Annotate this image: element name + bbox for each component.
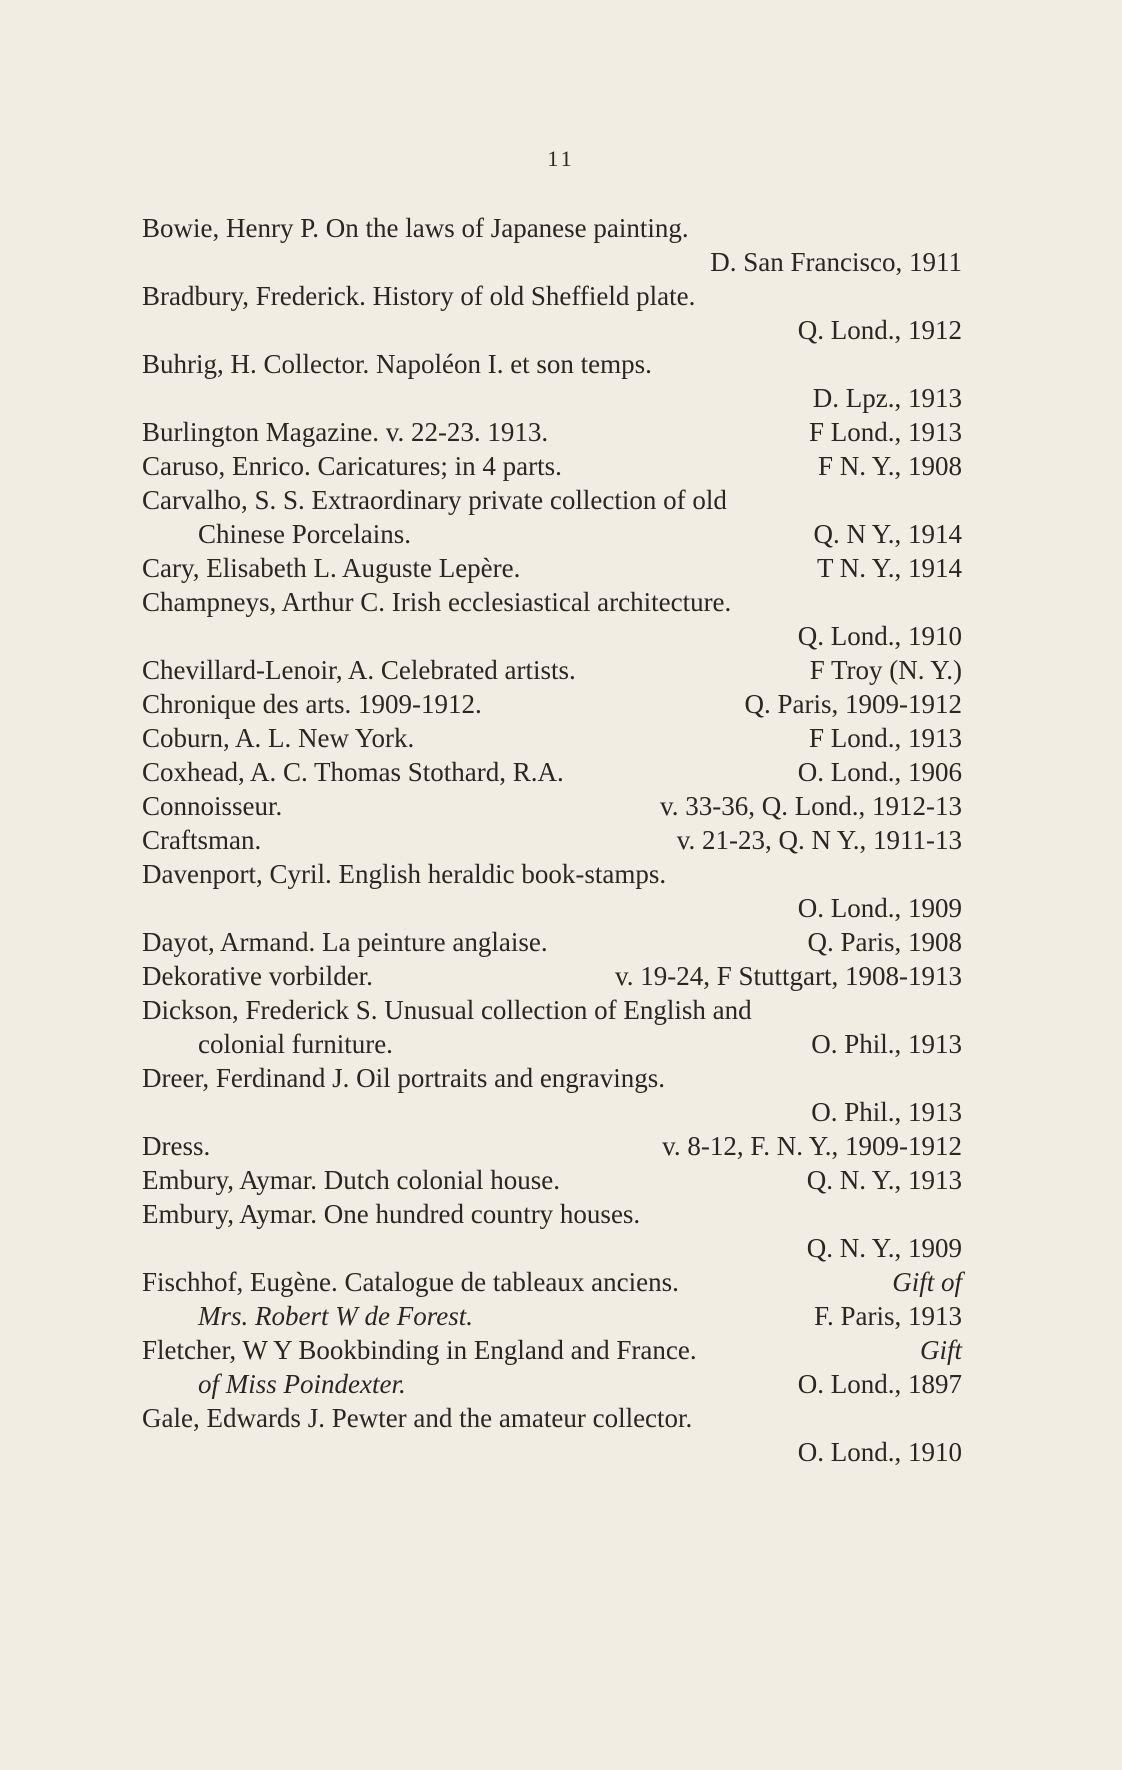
entry-imprint: T N. Y., 1914 xyxy=(816,553,962,583)
entry-line xyxy=(142,823,962,857)
bibliography-entry xyxy=(142,687,962,721)
entry-imprint: F Troy (N. Y.) xyxy=(809,655,962,685)
entry-line xyxy=(142,551,962,585)
page-number: 11 xyxy=(547,146,575,171)
entry-line xyxy=(142,1095,962,1129)
entry-imprint: O. Lond., 1909 xyxy=(797,893,962,923)
entry-line xyxy=(142,381,962,415)
entry-title: Fletcher, W Y Bookbinding in England and France. xyxy=(142,1335,697,1365)
bibliography-entry xyxy=(142,585,962,653)
entry-title: Coburn, A. L. New York. xyxy=(142,723,415,753)
bibliography-entry xyxy=(142,415,962,449)
bibliography-entry xyxy=(142,789,962,823)
entry-imprint: D. San Francisco, 1911 xyxy=(710,247,962,277)
entry-title: Embury, Aymar. Dutch colonial house. xyxy=(142,1165,560,1195)
entry-line xyxy=(142,211,962,245)
entry-imprint: Q. N Y., 1914 xyxy=(813,519,962,549)
entry-title: Chevillard-Lenoir, A. Celebrated artists. xyxy=(142,655,576,685)
entry-line xyxy=(142,687,962,721)
entry-title: Craftsman. xyxy=(142,825,262,855)
entry-imprint: Q. Lond., 1910 xyxy=(797,621,962,651)
entry-imprint: Q. Paris, 1909-1912 xyxy=(744,689,962,719)
entry-line xyxy=(142,1299,962,1333)
bibliography-entry xyxy=(142,1401,962,1469)
entry-gift-note: Gift xyxy=(919,1335,962,1365)
entry-line xyxy=(142,313,962,347)
bibliography-entry xyxy=(142,925,962,959)
entry-imprint: Q. Lond., 1912 xyxy=(797,315,962,345)
entry-title: Dress. xyxy=(142,1131,211,1161)
entry-line xyxy=(142,925,962,959)
bibliography-entry xyxy=(142,721,962,755)
entry-imprint: F. Paris, 1913 xyxy=(814,1301,962,1331)
entry-title: Coxhead, A. C. Thomas Stothard, R.A. xyxy=(142,757,564,787)
entry-imprint: F Lond., 1913 xyxy=(808,417,962,447)
bibliography-entry xyxy=(142,959,962,993)
bibliography-entry xyxy=(142,1333,962,1401)
entry-title: Dreer, Ferdinand J. Oil portraits and engravings. xyxy=(142,1063,666,1093)
bibliography-entry xyxy=(142,1061,962,1129)
bibliography-entry xyxy=(142,211,962,279)
entry-title: Dayot, Armand. La peinture anglaise. xyxy=(142,927,548,957)
bibliography-entry xyxy=(142,1163,962,1197)
entry-imprint: F N. Y., 1908 xyxy=(817,451,962,481)
entry-line xyxy=(142,245,962,279)
bibliography-entry xyxy=(142,551,962,585)
entry-imprint: v. 33-36, Q. Lond., 1912-13 xyxy=(660,791,962,821)
entry-imprint: O. Phil., 1913 xyxy=(811,1029,962,1059)
bibliography-entry xyxy=(142,653,962,687)
entry-line xyxy=(142,1435,962,1469)
entry-line xyxy=(142,1027,962,1061)
entry-line xyxy=(142,1163,962,1197)
entry-line xyxy=(142,415,962,449)
entry-imprint: Q. N. Y., 1913 xyxy=(806,1165,962,1195)
entry-line xyxy=(142,993,962,1027)
entry-line xyxy=(142,1265,962,1299)
entry-line xyxy=(142,755,962,789)
entry-line xyxy=(142,517,962,551)
entry-line xyxy=(142,483,962,517)
entry-title: Carvalho, S. S. Extraordinary private collection of old xyxy=(142,485,727,515)
bibliography-entry xyxy=(142,1129,962,1163)
entry-title: Davenport, Cyril. English heraldic book-stamps. xyxy=(142,859,667,889)
bibliography-entry xyxy=(142,1265,962,1333)
entry-title: Caruso, Enrico. Caricatures; in 4 parts. xyxy=(142,451,562,481)
entry-line xyxy=(142,619,962,653)
entry-title: Embury, Aymar. One hundred country houses. xyxy=(142,1199,641,1229)
entry-imprint: F Lond., 1913 xyxy=(808,723,962,753)
entry-line xyxy=(142,1367,962,1401)
entry-line xyxy=(142,1061,962,1095)
entry-continuation: Mrs. Robert W de Forest. xyxy=(198,1301,473,1331)
entry-continuation: colonial furniture. xyxy=(198,1029,393,1059)
entry-imprint: D. Lpz., 1913 xyxy=(812,383,962,413)
bibliography-entry xyxy=(142,483,962,551)
bibliography-entry xyxy=(142,1197,962,1265)
entry-line xyxy=(142,585,962,619)
entry-title: Fischhof, Eugène. Catalogue de tableaux anciens. xyxy=(142,1267,679,1297)
entry-line xyxy=(142,891,962,925)
entry-line xyxy=(142,449,962,483)
bibliography-entry xyxy=(142,755,962,789)
entry-title: Champneys, Arthur C. Irish ecclesiastical architecture. xyxy=(142,587,732,617)
entry-title: Bowie, Henry P. On the laws of Japanese painting. xyxy=(142,213,689,243)
bibliography-entry xyxy=(142,449,962,483)
entry-title: Dickson, Frederick S. Unusual collection of English and xyxy=(142,995,752,1025)
entry-imprint: v. 8-12, F. N. Y., 1909-1912 xyxy=(662,1131,962,1161)
entry-line xyxy=(142,653,962,687)
entry-title: Dekorative vorbilder. xyxy=(142,961,373,991)
entry-imprint: O. Lond., 1897 xyxy=(797,1369,962,1399)
entry-title: Bradbury, Frederick. History of old Sheffield plate. xyxy=(142,281,696,311)
entry-line xyxy=(142,1401,962,1435)
entry-line xyxy=(142,1231,962,1265)
entry-line xyxy=(142,1333,962,1367)
bibliography-list xyxy=(142,211,962,1469)
entry-title: Cary, Elisabeth L. Auguste Lepère. xyxy=(142,553,521,583)
bibliography-entry xyxy=(142,857,962,925)
entry-title: Buhrig, H. Collector. Napoléon I. et son temps. xyxy=(142,349,652,379)
entry-imprint: Q. Paris, 1908 xyxy=(807,927,962,957)
entry-continuation: of Miss Poindexter. xyxy=(198,1369,406,1399)
entry-line xyxy=(142,959,962,993)
entry-line xyxy=(142,347,962,381)
entry-imprint: O. Phil., 1913 xyxy=(811,1097,962,1127)
entry-imprint: O. Lond., 1910 xyxy=(797,1437,962,1467)
entry-title: Gale, Edwards J. Pewter and the amateur collector. xyxy=(142,1403,693,1433)
entry-gift-note: Gift of xyxy=(892,1267,962,1297)
bibliography-entry xyxy=(142,823,962,857)
entry-line xyxy=(142,789,962,823)
bibliography-entry xyxy=(142,279,962,347)
entry-line xyxy=(142,1129,962,1163)
entry-continuation: Chinese Porcelains. xyxy=(198,519,411,549)
entry-imprint: Q. N. Y., 1909 xyxy=(806,1233,962,1263)
entry-title: Connoisseur. xyxy=(142,791,283,821)
entry-title: Chronique des arts. 1909-1912. xyxy=(142,689,482,719)
entry-line xyxy=(142,1197,962,1231)
entry-imprint: v. 19-24, F Stuttgart, 1908-1913 xyxy=(615,961,962,991)
entry-line xyxy=(142,721,962,755)
entry-imprint: O. Lond., 1906 xyxy=(797,757,962,787)
entry-line xyxy=(142,279,962,313)
bibliography-entry xyxy=(142,347,962,415)
entry-line xyxy=(142,857,962,891)
entry-imprint: v. 21-23, Q. N Y., 1911-13 xyxy=(676,825,962,855)
bibliography-entry xyxy=(142,993,962,1061)
entry-title: Burlington Magazine. v. 22-23. 1913. xyxy=(142,417,549,447)
